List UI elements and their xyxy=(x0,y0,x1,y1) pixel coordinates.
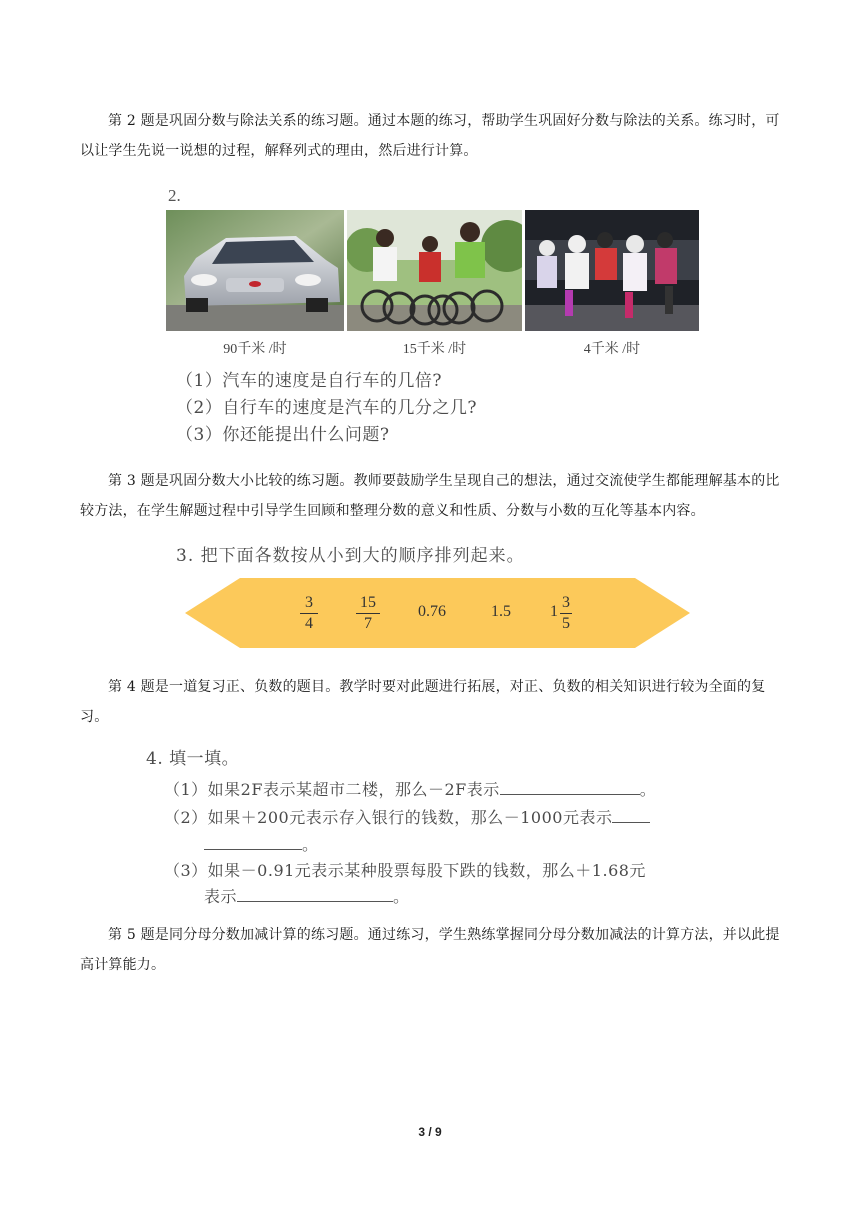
fill-question-2-continued xyxy=(204,832,319,855)
answer-blank xyxy=(612,821,650,823)
fraction-three-quarters xyxy=(300,594,318,633)
sentence-end: 。 xyxy=(639,780,657,799)
car-speed-caption: 90千米 /时 xyxy=(223,342,287,357)
answer-blank xyxy=(237,900,393,902)
mixed-number-whole: 1 xyxy=(550,603,558,620)
car-photo xyxy=(166,210,344,331)
fill-question-2 xyxy=(164,805,650,828)
fraction-denominator: 4 xyxy=(305,615,313,632)
paragraph-problem-3: 第 3 题是巩固分数大小比较的练习题。教师要鼓励学生呈现自己的想法，通过交流使学生都能理解基本的比较方法，在学生解题过程中引导学生回顾和整理分数的意义和性质、分数与小数的互化等基本内容。 xyxy=(80,473,780,519)
answer-blank xyxy=(204,848,302,850)
figure-4-heading: 4. 填一填。 xyxy=(146,749,240,769)
decimal-1-5: 1.5 xyxy=(491,603,511,620)
bike-speed-caption: 15千米 /时 xyxy=(402,342,467,357)
fraction-fifteen-sevenths xyxy=(356,594,380,633)
cyclists-photo xyxy=(347,210,522,331)
fill-question-3-text: 表示 xyxy=(204,887,238,906)
page-number: 3 / 9 xyxy=(418,1125,442,1139)
fill-question-3: （3）如果－0.91元表示某种股票每股下跌的钱数，那么＋1.68元 xyxy=(164,861,646,880)
fraction-numerator: 3 xyxy=(562,594,570,611)
fraction-denominator: 5 xyxy=(562,615,570,632)
mixed-number-fraction xyxy=(560,594,572,633)
walk-speed-caption: 4千米 /时 xyxy=(583,342,641,357)
fraction-numerator: 15 xyxy=(360,594,376,611)
answer-blank xyxy=(500,793,640,795)
fill-question-1 xyxy=(164,777,656,800)
figure-2-label: 2. xyxy=(168,186,181,205)
figure-3-heading: 3. 把下面各数按从小到大的顺序排列起来。 xyxy=(176,546,525,566)
paragraph-problem-2: 第 2 题是巩固分数与除法关系的练习题。通过本题的练习，帮助学生巩固好分数与除法的关系。练习时，可以让学生先说一说想的过程，解释列式的理由，然后进行计算。 xyxy=(80,113,780,159)
paragraph-problem-5: 第 5 题是同分母分数加减计算的练习题。通过练习，学生熟练掌握同分母分数加减法的计算方法，并以此提高计算能力。 xyxy=(80,927,780,973)
question-2-3: （3）你还能提出什么问题? xyxy=(176,425,390,445)
fill-question-3-continued xyxy=(204,884,410,907)
decimal-0-76: 0.76 xyxy=(418,603,446,620)
paragraph-problem-4: 第 4 题是一道复习正、负数的题目。教学时要对此题进行拓展，对正、负数的相关知识进行较为全面的复习。 xyxy=(80,679,766,725)
sentence-end: 。 xyxy=(302,835,319,854)
walkers-photo xyxy=(525,210,699,331)
fill-question-2-text: （2）如果＋200元表示存入银行的钱数，那么－1000元表示 xyxy=(164,808,613,827)
fraction-numerator: 3 xyxy=(305,594,313,611)
fraction-denominator: 7 xyxy=(364,615,372,632)
question-2-2: （2）自行车的速度是汽车的几分之几? xyxy=(176,398,477,418)
question-2-1: （1）汽车的速度是自行车的几倍? xyxy=(176,371,442,391)
sentence-end: 。 xyxy=(393,887,410,906)
fill-question-1-text: （1）如果2F表示某超市二楼，那么－2F表示 xyxy=(164,780,500,799)
